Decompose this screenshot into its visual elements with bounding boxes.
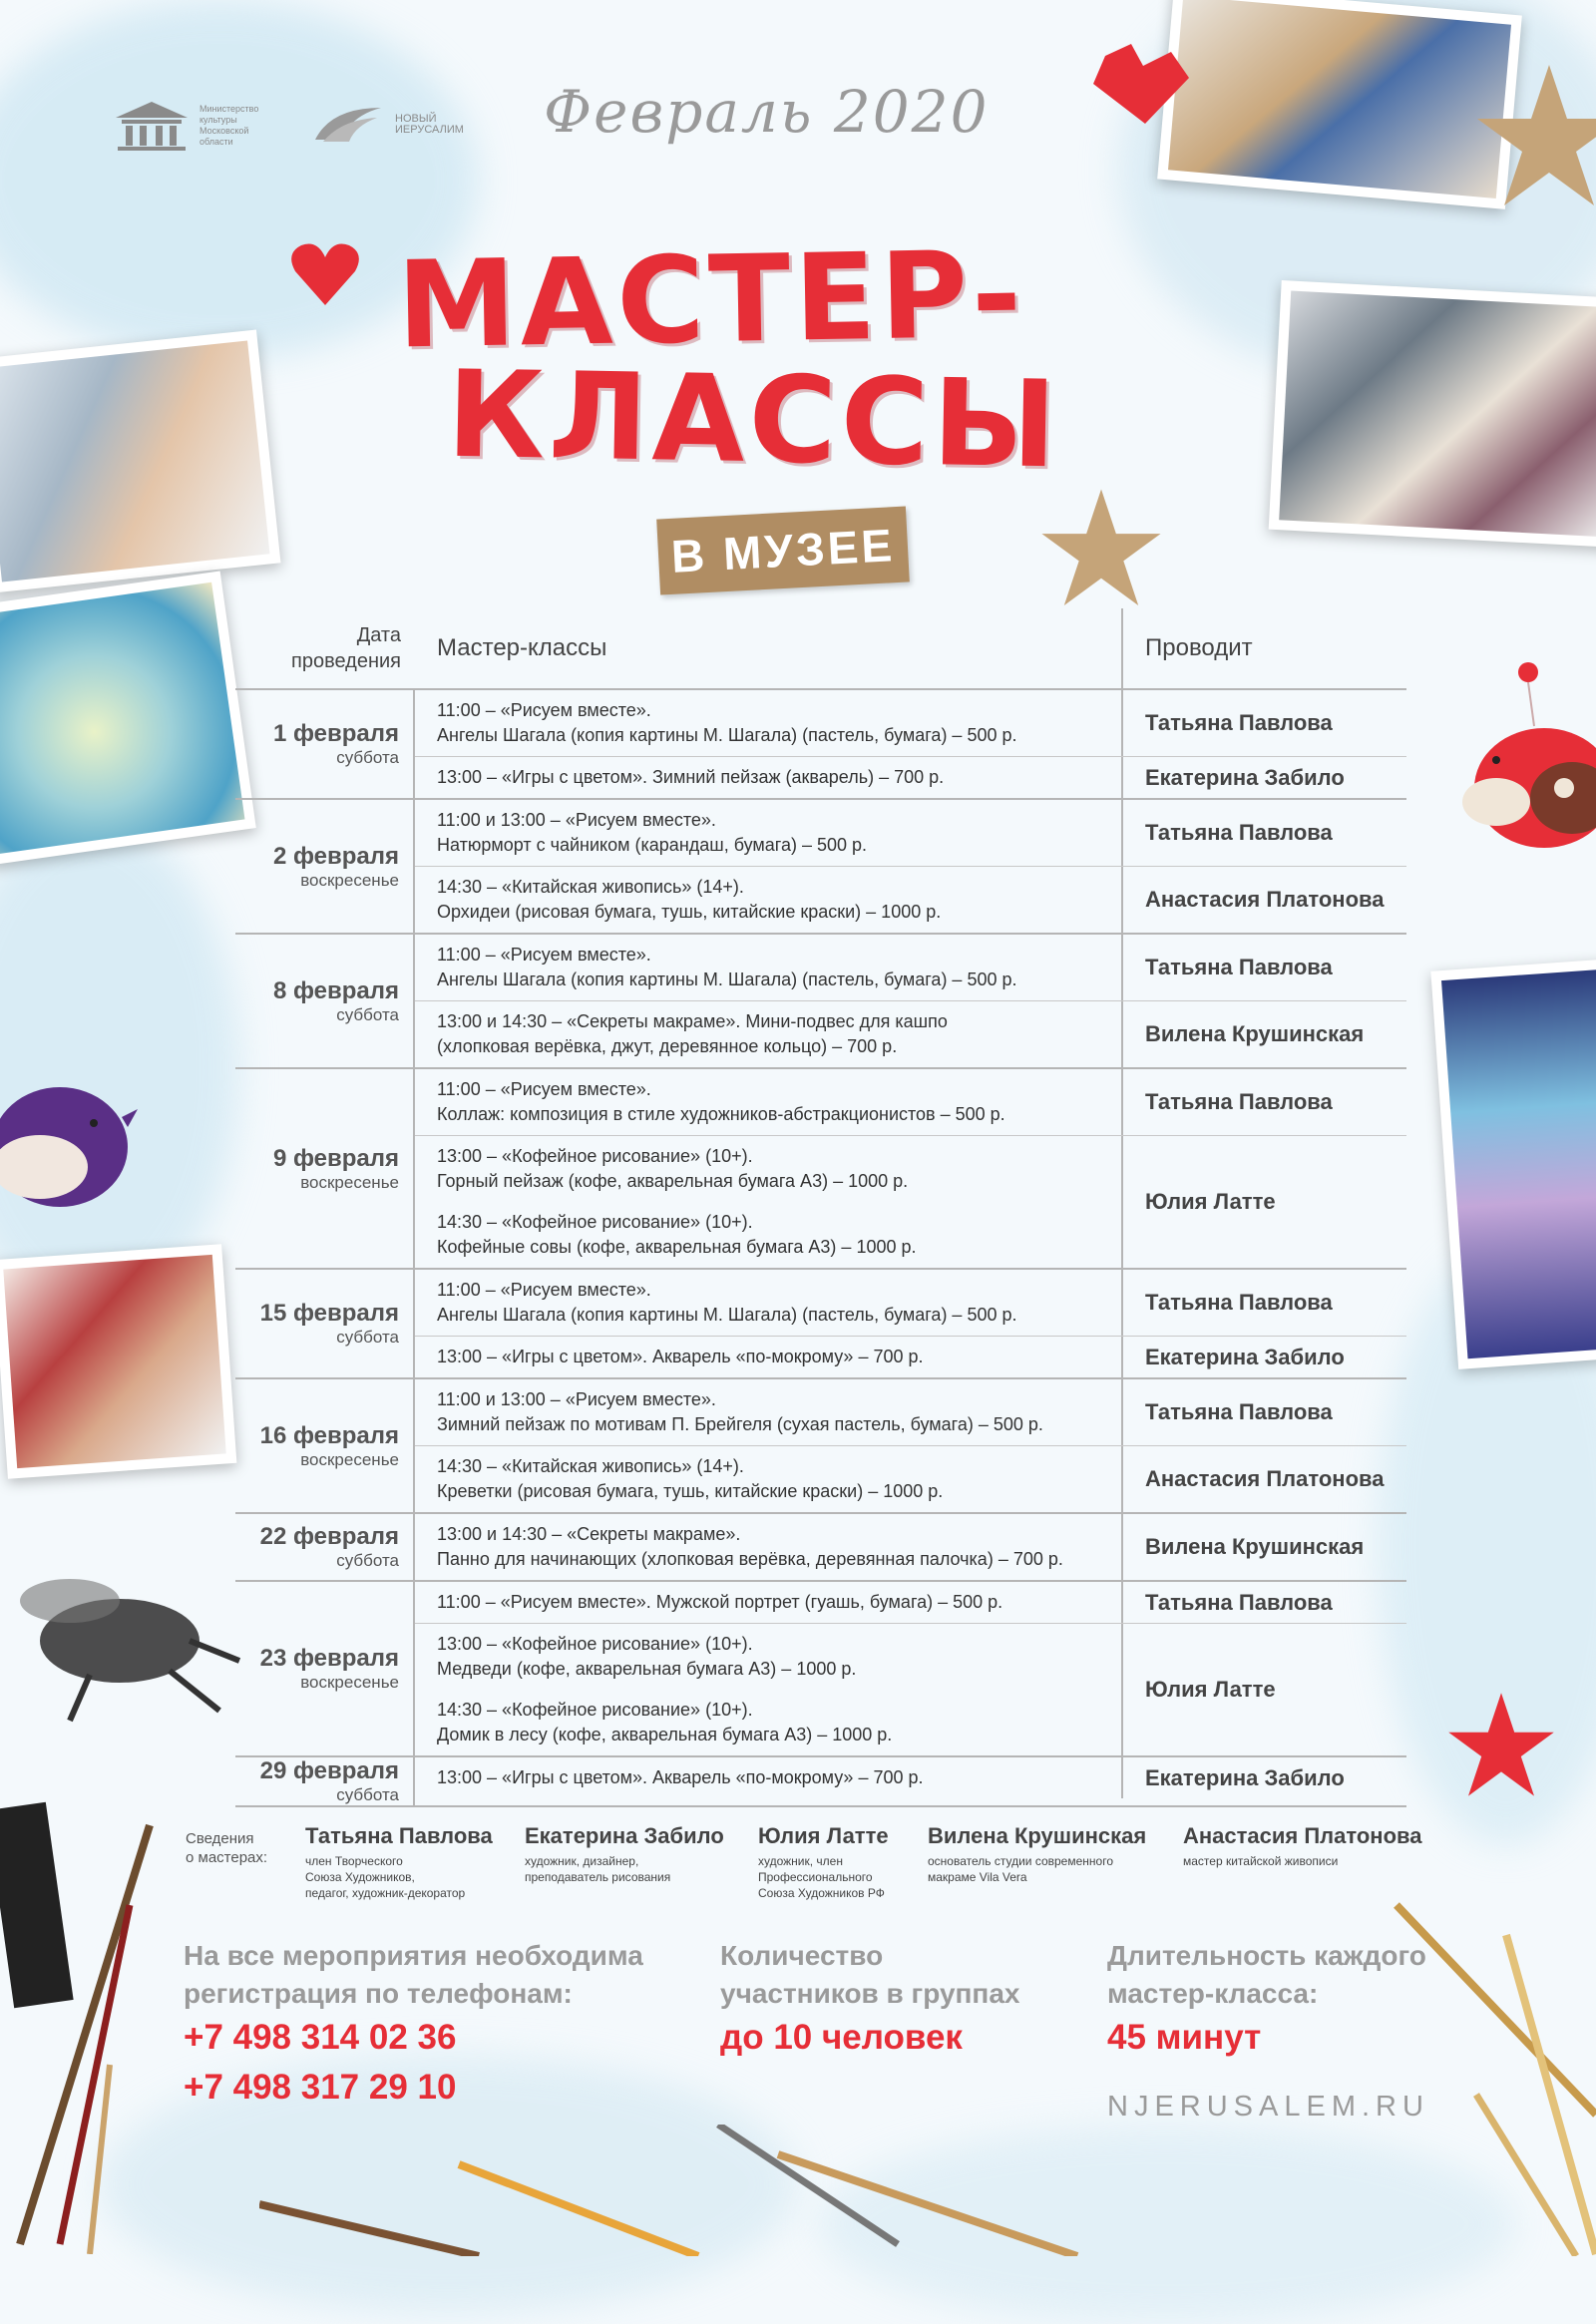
class-description: [415, 1270, 1123, 1336]
photo-macrame-workshop: [1269, 280, 1596, 548]
day-date: 8 февраля: [272, 976, 399, 1004]
class-row: [415, 1623, 1406, 1755]
class-row: [415, 1514, 1406, 1580]
class-host: Татьяна Павлова: [1145, 1399, 1333, 1424]
class-host: Татьяна Павлова: [1145, 955, 1333, 979]
masters-label: Сведения о мастерах:: [186, 1830, 268, 1866]
heart-icon: [289, 239, 361, 309]
day-date-cell: [235, 1514, 415, 1580]
class-line: Кофейные совы (кофе, акварельная бумага А3) – 1000 р.: [437, 1237, 917, 1257]
group-size-label: Количество участников в группах: [720, 1940, 1020, 2009]
class-line: Орхидеи (рисовая бумага, тушь, китайские краски) – 1000 р.: [437, 902, 942, 922]
day-date-cell: [235, 1582, 415, 1755]
star-icon: [1446, 1691, 1556, 1800]
photo-kids-crafting: [0, 329, 280, 592]
star-icon: [1474, 62, 1596, 211]
day-date-cell: [235, 1379, 415, 1512]
class-row: [415, 935, 1406, 1000]
day-weekday: воскресенье: [300, 1449, 399, 1469]
class-description: [415, 800, 1123, 866]
class-description: [415, 1069, 1123, 1135]
ministry-logo-text: Министерство культуры Московской области: [200, 104, 259, 147]
day-date: 2 февраля: [272, 842, 399, 870]
day-weekday: суббота: [336, 1004, 399, 1024]
class-line: 13:00 и 14:30 – «Секреты макраме».: [437, 1524, 741, 1544]
day-date: 29 февраля: [259, 1757, 399, 1784]
class-description: [415, 690, 1123, 756]
class-row: [415, 1336, 1406, 1377]
class-row: [415, 756, 1406, 798]
group-size-value: до 10 человек: [720, 2018, 963, 2057]
schedule-day: [235, 1757, 1406, 1807]
day-weekday: суббота: [336, 1551, 399, 1570]
header-class: Мастер-классы: [415, 608, 1123, 688]
master-desc: член Творческого Союза Художников, педагог, художник-декоратор: [305, 1854, 466, 1900]
schedule-day: [235, 1582, 1406, 1757]
class-row: [415, 1445, 1406, 1512]
class-description: [415, 1757, 1123, 1798]
class-description: [415, 1379, 1123, 1445]
class-host: Екатерина Забило: [1145, 764, 1345, 790]
day-classes: [415, 1514, 1406, 1580]
group-size-info: [720, 1937, 1019, 2063]
class-host: Анастасия Платонова: [1145, 887, 1385, 912]
class-host: Анастасия Платонова: [1145, 1466, 1385, 1491]
class-description: [415, 1446, 1123, 1512]
schedule-day: [235, 1379, 1406, 1514]
class-line: Ангелы Шагала (копия картины М. Шагала) (пастель, бумага) – 500 р.: [437, 1305, 1017, 1325]
star-icon: [1039, 487, 1163, 610]
day-date-cell: [235, 800, 415, 933]
day-date: 15 февраля: [259, 1300, 399, 1327]
day-date-cell: [235, 1270, 415, 1377]
master-latte: [758, 1823, 889, 1901]
class-row: [415, 1379, 1406, 1445]
class-description: [415, 1514, 1123, 1580]
class-line: 11:00 – «Рисуем вместе».: [437, 700, 651, 720]
class-row: [415, 1069, 1406, 1135]
master-pavlova: [305, 1823, 493, 1901]
day-classes: [415, 1582, 1406, 1755]
class-host: Юлия Латте: [1145, 1189, 1276, 1214]
brushes-bottom-icon: [259, 2125, 1257, 2256]
class-line: 14:30 – «Китайская живопись» (14+).: [437, 1456, 744, 1476]
class-line: 13:00 и 14:30 – «Секреты макраме». Мини-подвес для кашпо: [437, 1011, 948, 1031]
class-row: [415, 1270, 1406, 1336]
day-classes: [415, 1757, 1406, 1805]
class-line: Горный пейзаж (кофе, акварельная бумага А3) – 1000 р.: [437, 1171, 909, 1191]
class-line: 11:00 – «Рисуем вместе».: [437, 945, 651, 965]
master-name: Вилена Крушинская: [928, 1823, 1147, 1848]
registration-text: На все мероприятия необходима регистрация по телефонам:: [184, 1940, 643, 2009]
class-row: [415, 866, 1406, 933]
title-line-2: КЛАССЫ: [445, 345, 1062, 496]
schedule-day: [235, 1514, 1406, 1582]
class-description: [415, 1624, 1123, 1755]
header-host: Проводит: [1145, 634, 1253, 661]
newjerusalem-emblem-icon: [311, 102, 385, 148]
registration-info: [184, 1937, 643, 2113]
brushes-left-icon: [0, 1785, 200, 2254]
day-date: 1 февраля: [272, 720, 399, 747]
museum-building-icon: [114, 100, 190, 152]
day-classes: [415, 1270, 1406, 1377]
day-date-cell: [235, 690, 415, 798]
class-host: Юлия Латте: [1145, 1677, 1276, 1702]
class-line: Натюрморт с чайником (карандаш, бумага) – 500 р.: [437, 835, 868, 855]
master-name: Анастасия Платонова: [1183, 1823, 1422, 1848]
class-line: 11:00 – «Рисуем вместе».: [437, 1079, 651, 1099]
newjerusalem-logo: [311, 102, 475, 148]
class-line: Панно для начинающих (хлопковая верёвка, деревянная палочка) – 700 р.: [437, 1549, 1063, 1569]
class-description: [415, 1582, 1123, 1623]
photo-women-crafting: [0, 1244, 236, 1479]
day-date: 23 февраля: [259, 1645, 399, 1672]
day-weekday: суббота: [336, 1785, 399, 1804]
day-classes: [415, 1379, 1406, 1512]
class-line: 14:30 – «Кофейное рисование» (10+).: [437, 1212, 753, 1232]
schedule-day: [235, 1069, 1406, 1270]
ink-bee-icon: [0, 1551, 249, 1731]
master-desc: мастер китайской живописи: [1183, 1854, 1339, 1868]
class-line: (хлопковая верёвка, джут, деревянное кольцо) – 700 р.: [437, 1036, 898, 1056]
schedule-header: [235, 608, 1406, 690]
class-description: [415, 867, 1123, 933]
heart-icon: [1085, 38, 1197, 128]
class-line: 11:00 – «Рисуем вместе». Мужской портрет (гуашь, бумага) – 500 р.: [437, 1592, 1003, 1612]
class-host: Вилена Крушинская: [1145, 1534, 1365, 1559]
class-line: 13:00 – «Игры с цветом». Акварель «по-мокрому» – 700 р.: [437, 1347, 924, 1366]
class-host: Татьяна Павлова: [1145, 820, 1333, 845]
class-line: Домик в лесу (кофе, акварельная бумага А3) – 1000 р.: [437, 1725, 893, 1744]
day-weekday: воскресенье: [300, 1172, 399, 1192]
day-date-cell: [235, 1757, 415, 1805]
in-museum-badge: В МУЗЕЕ: [656, 507, 910, 595]
phone-1[interactable]: +7 498 314 02 36: [184, 2018, 457, 2057]
class-host: Татьяна Павлова: [1145, 1589, 1333, 1615]
master-name: Юлия Латте: [758, 1823, 889, 1848]
class-host: Екатерина Забило: [1145, 1344, 1345, 1369]
class-host: Татьяна Павлова: [1145, 1290, 1333, 1315]
felt-bird-icon: [1444, 648, 1596, 858]
class-line: 13:00 – «Кофейное рисование» (10+).: [437, 1634, 753, 1654]
class-line: 14:30 – «Китайская живопись» (14+).: [437, 877, 744, 897]
class-line: Коллаж: композиция в стиле художников-абстракционистов – 500 р.: [437, 1104, 1005, 1124]
class-row: [415, 1135, 1406, 1268]
day-weekday: воскресенье: [300, 870, 399, 890]
photo-girl-painting: [1157, 0, 1522, 209]
website-link[interactable]: NJERUSALEM.RU: [1107, 2091, 1429, 2123]
class-spacer: [437, 1682, 1121, 1698]
class-line: Медведи (кофе, акварельная бумага А3) – 1000 р.: [437, 1659, 857, 1679]
class-line: Зимний пейзаж по мотивам П. Брейгеля (сухая пастель, бумага) – 500 р.: [437, 1414, 1043, 1434]
duration-label: Длительность каждого мастер-класса:: [1107, 1940, 1426, 2009]
day-classes: [415, 690, 1406, 798]
schedule-day: [235, 800, 1406, 935]
day-weekday: суббота: [336, 1328, 399, 1347]
class-line: 13:00 – «Игры с цветом». Зимний пейзаж (акварель) – 700 р.: [437, 767, 945, 787]
ministry-logo: [114, 100, 279, 152]
master-krushinskaya: [928, 1823, 1146, 1885]
class-description: [415, 935, 1123, 1000]
day-weekday: суббота: [336, 748, 399, 767]
day-date-cell: [235, 1069, 415, 1268]
schedule-day: [235, 935, 1406, 1069]
class-spacer: [437, 1194, 1121, 1210]
day-weekday: воскресенье: [300, 1673, 399, 1692]
schedule-day: [235, 1270, 1406, 1379]
day-classes: [415, 935, 1406, 1067]
header-date: Дата проведения: [291, 624, 401, 672]
class-host: Татьяна Павлова: [1145, 1089, 1333, 1114]
duration-value: 45 минут: [1107, 2018, 1262, 2057]
class-line: Креветки (рисовая бумага, тушь, китайские краски) – 1000 р.: [437, 1481, 944, 1501]
class-row: [415, 1000, 1406, 1067]
class-line: 11:00 и 13:00 – «Рисуем вместе».: [437, 1389, 716, 1409]
class-description: [415, 1001, 1123, 1067]
class-row: [415, 1757, 1406, 1798]
schedule-table: [235, 608, 1406, 1807]
master-zabilo: [525, 1823, 724, 1885]
class-host: Татьяна Павлова: [1145, 710, 1333, 735]
day-classes: [415, 800, 1406, 933]
day-date: 9 февраля: [272, 1144, 399, 1172]
master-name: Татьяна Павлова: [305, 1823, 493, 1848]
month-title: Февраль 2020: [544, 78, 990, 146]
class-row: [415, 800, 1406, 866]
class-line: 13:00 – «Игры с цветом». Акварель «по-мокрому» – 700 р.: [437, 1767, 924, 1787]
class-host: Екатерина Забило: [1145, 1764, 1345, 1790]
photo-watercolor-tree: [0, 571, 256, 865]
master-name: Екатерина Забило: [525, 1823, 724, 1848]
class-description: [415, 1136, 1123, 1268]
class-row: [415, 1582, 1406, 1623]
class-line: 11:00 и 13:00 – «Рисуем вместе».: [437, 810, 716, 830]
day-date: 22 февраля: [259, 1523, 399, 1550]
phone-2[interactable]: +7 498 317 29 10: [184, 2068, 457, 2107]
day-classes: [415, 1069, 1406, 1268]
felt-bird-icon: [0, 1057, 140, 1217]
class-line: Ангелы Шагала (копия картины М. Шагала) (пастель, бумага) – 500 р.: [437, 725, 1017, 745]
class-description: [415, 1337, 1123, 1377]
duration-info: [1107, 1937, 1426, 2063]
title-line-1: МАСТЕР-: [395, 225, 1027, 376]
newjerusalem-logo-text: НОВЫЙ ИЕРУСАЛИМ: [395, 113, 464, 136]
day-date: 16 февраля: [259, 1421, 399, 1449]
master-desc: основатель студии современного макраме Vila Vera: [928, 1854, 1113, 1884]
class-line: Ангелы Шагала (копия картины М. Шагала) (пастель, бумага) – 500 р.: [437, 969, 1017, 989]
master-platonova: [1183, 1823, 1422, 1869]
master-desc: художник, дизайнер, преподаватель рисования: [525, 1854, 671, 1884]
class-line: 13:00 – «Кофейное рисование» (10+).: [437, 1146, 753, 1166]
class-description: [415, 757, 1123, 798]
class-host: Вилена Крушинская: [1145, 1021, 1365, 1046]
class-line: 14:30 – «Кофейное рисование» (10+).: [437, 1700, 753, 1720]
schedule-day: [235, 690, 1406, 800]
class-line: 11:00 – «Рисуем вместе».: [437, 1280, 651, 1300]
master-desc: художник, член Профессионального Союза Художников РФ: [758, 1854, 885, 1900]
photo-watercolor-ship: [1430, 955, 1596, 1369]
class-row: [415, 690, 1406, 756]
schedule-days: [235, 690, 1406, 1807]
day-date-cell: [235, 935, 415, 1067]
